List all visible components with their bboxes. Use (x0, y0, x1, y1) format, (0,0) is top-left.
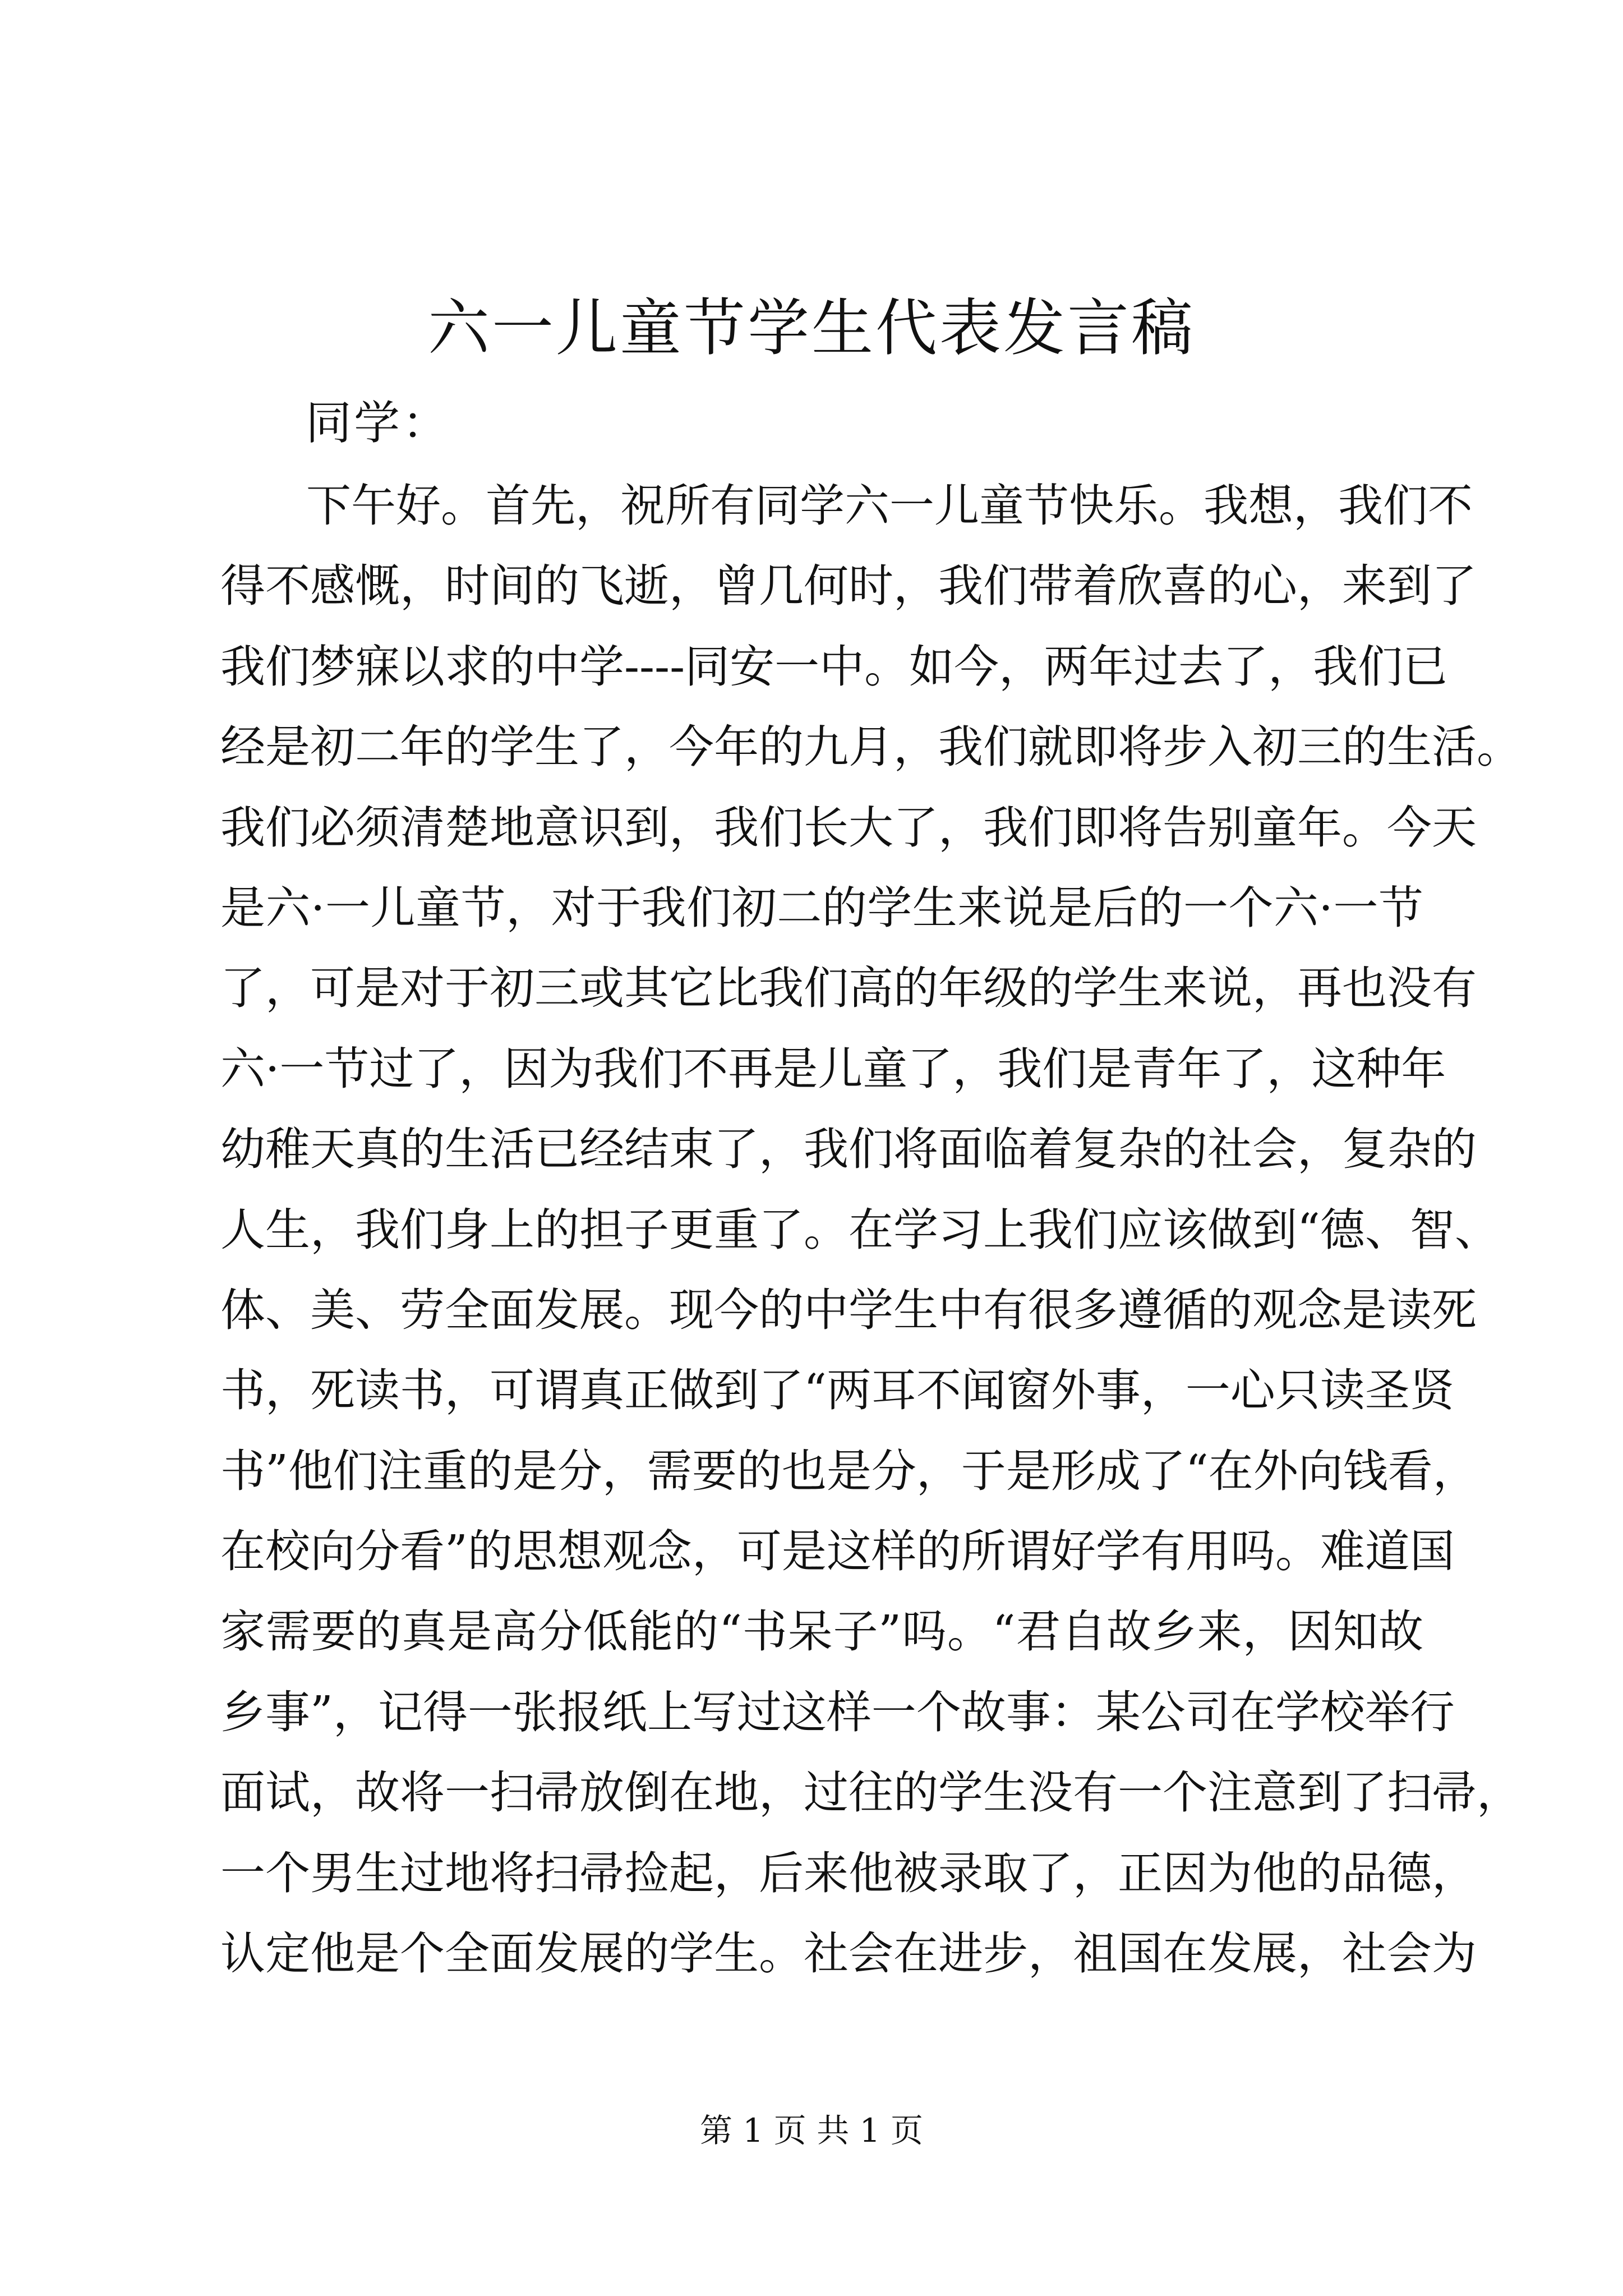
body-line: 面试，故将一扫帚放倒在地，过往的学生没有一个注意到了扫帚， (220, 1766, 1521, 1819)
body-line: 经是初二年的学生了，今年的九月，我们就即将步入初三的生活。 (220, 721, 1521, 774)
document-title: 六一儿童节学生代表发言稿 (428, 292, 1195, 364)
body-line: 家需要的真是高分低能的“书呆子”吗。“君自故乡来，因知故 (220, 1605, 1423, 1658)
page-number-footer: 第 1 页 共 1 页 (700, 2111, 923, 2150)
body-line: 得不感慨，时间的飞逝，曾几何时，我们带着欣喜的心，来到了 (220, 560, 1477, 613)
body-line: 书，死读书，可谓真正做到了“两耳不闻窗外事，一心只读圣贤 (220, 1364, 1455, 1417)
body-line: 我们必须清楚地意识到，我们长大了，我们即将告别童年。今天 (220, 801, 1477, 854)
body-line: 在校向分看”的思想观念，可是这样的所谓好学有用吗。难道国 (220, 1525, 1455, 1578)
body-line: 书”他们注重的是分，需要的也是分，于是形成了“在外向钱看， (220, 1444, 1478, 1497)
body-line: 乡事”，记得一张报纸上写过这样一个故事：某公司在学校举行 (220, 1686, 1455, 1738)
body-line: 是六·一儿童节，对于我们初二的学生来说是后的一个六·一节 (220, 881, 1423, 934)
body-line: 幼稚天真的生活已经结束了，我们将面临着复杂的社会，复杂的 (220, 1123, 1477, 1176)
body-line: 六·一节过了，因为我们不再是儿童了，我们是青年了，这种年 (220, 1042, 1446, 1095)
salutation: 同学： (306, 397, 451, 450)
body-line: 下午好。首先，祝所有同学六一儿童节快乐。我想，我们不 (306, 480, 1473, 532)
body-line: 我们梦寐以求的中学----同安一中。如今，两年过去了，我们已 (220, 640, 1448, 693)
body-line: 一个男生过地将扫帚捡起，后来他被录取了，正因为他的品德， (220, 1847, 1477, 1899)
body-line: 体、美、劳全面发展。现今的中学生中有很多遵循的观念是读死 (220, 1283, 1477, 1336)
body-line: 认定他是个全面发展的学生。社会在进步，祖国在发展，社会为 (220, 1927, 1477, 1980)
body-line: 人生，我们身上的担子更重了。在学习上我们应该做到“德、智、 (220, 1203, 1500, 1256)
body-line: 了，可是对于初三或其它比我们高的年级的学生来说，再也没有 (220, 962, 1477, 1015)
body-text (220, 466, 1521, 1994)
